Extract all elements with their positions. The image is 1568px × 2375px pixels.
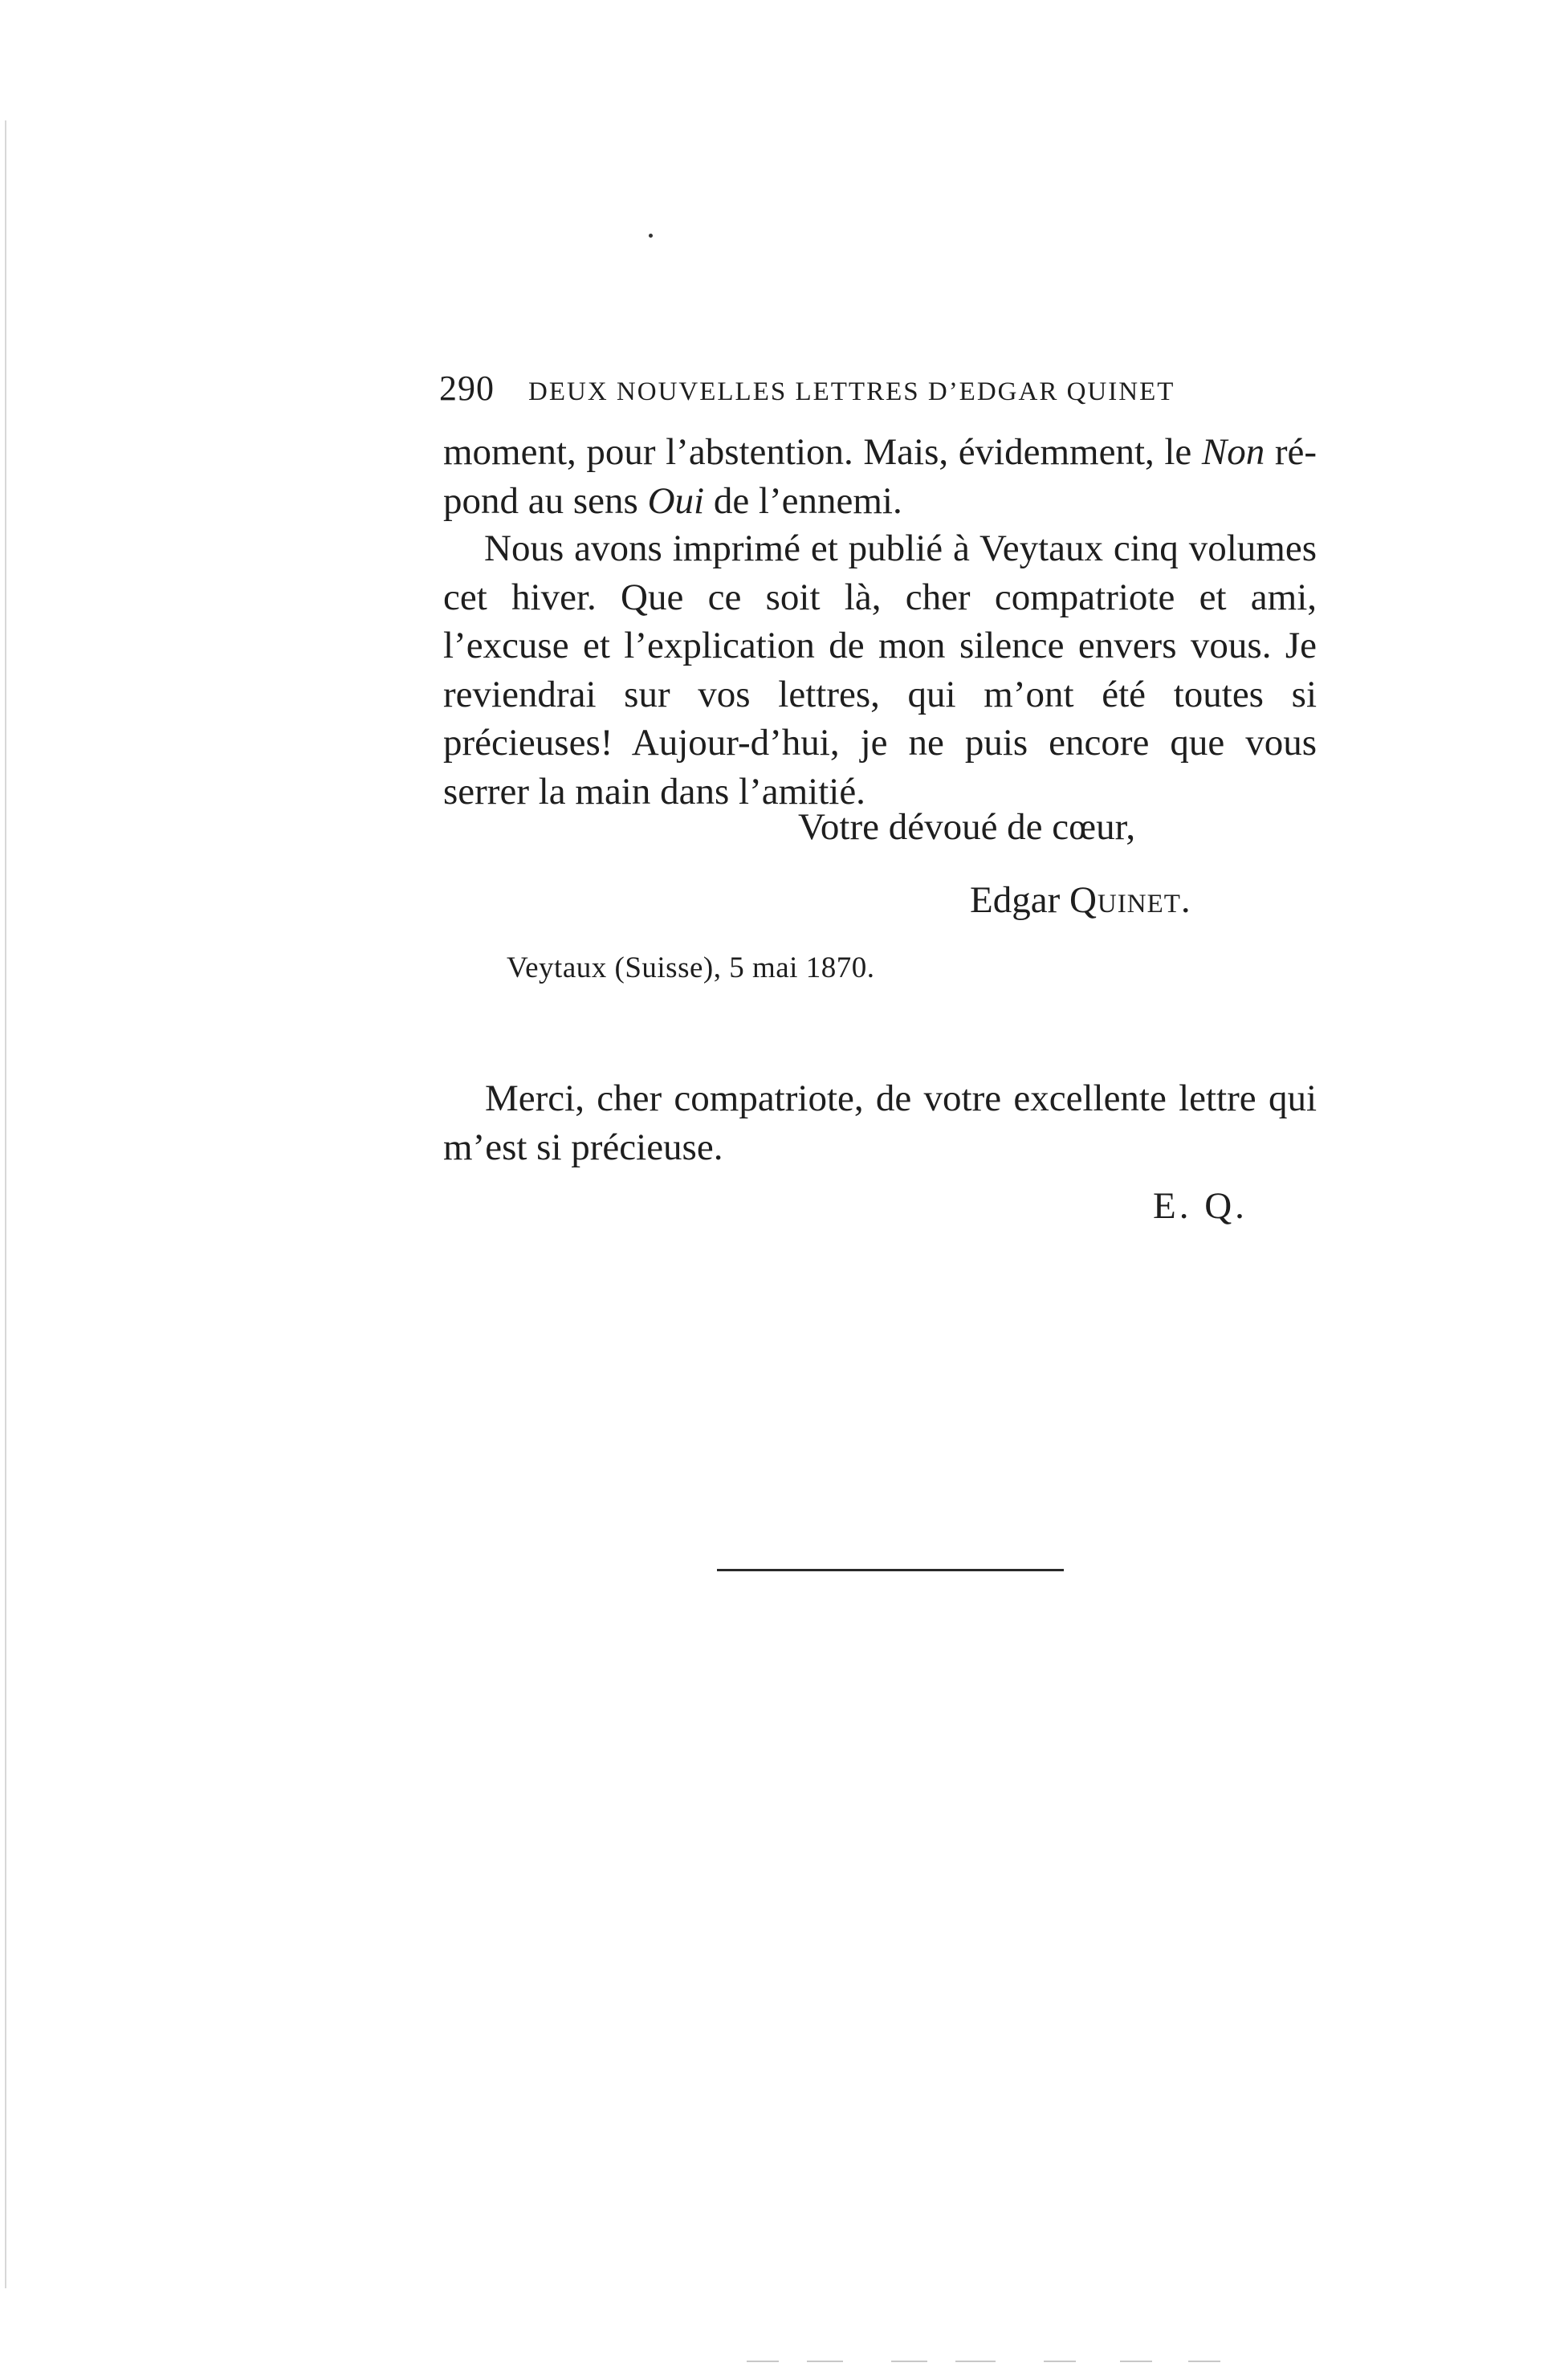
footer-scan-mark [891, 2361, 927, 2362]
postscript-initials: E. Q. [1153, 1185, 1248, 1227]
end-rule-divider [717, 1569, 1064, 1571]
letter-paragraph-2: Nous avons imprimé et publié à Veytaux cinq volumes cet hiver. Que ce soit là, cher compatriote et ami, l’excuse et l’explication de mon silence envers vous. Je reviendrai sur vos lettres, qui m’ont été toutes si précieuses! Aujour-d’hui, je ne puis encore que vous serrer la main dans l’amitié. [443, 528, 1317, 813]
paragraph-1-italic-oui: Oui [647, 479, 705, 522]
letter-closing: Votre dévoué de cœur, [798, 806, 1136, 848]
letter-paragraph-1 [443, 428, 1317, 525]
signature-first-name: Edgar [970, 879, 1069, 921]
footer-scan-mark [747, 2361, 779, 2362]
letter-dateline: Veytaux (Suisse), 5 mai 1870. [507, 951, 875, 984]
paragraph-1-text-b: ré- pond au sens [443, 431, 1317, 522]
signature-last-name: Quinet [1069, 879, 1181, 921]
ink-speck [649, 234, 653, 238]
page-number: 290 [439, 369, 495, 408]
footer-scan-mark [807, 2361, 843, 2362]
signature-period: . [1180, 879, 1191, 921]
running-title: DEUX NOUVELLES LETTRES D’EDGAR QUINET [528, 377, 1175, 406]
page-header [439, 368, 1322, 416]
postscript-text: Merci, cher compatriote, de votre excellente lettre qui m’est si précieuse. [443, 1078, 1317, 1168]
footer-scan-mark [1044, 2361, 1076, 2362]
footer-scan-mark [955, 2361, 996, 2362]
footer-scan-mark [1120, 2361, 1152, 2362]
scan-edge-line [5, 120, 6, 2288]
letter-signature [970, 876, 1191, 924]
paragraph-1-text-c: de l’ennemi. [704, 479, 902, 522]
paragraph-1-text-a: moment, pour l’abstention. Mais, évidemment, le [443, 431, 1202, 473]
footer-scan-mark [1188, 2361, 1220, 2362]
paragraph-1-italic-non: Non [1201, 431, 1265, 473]
